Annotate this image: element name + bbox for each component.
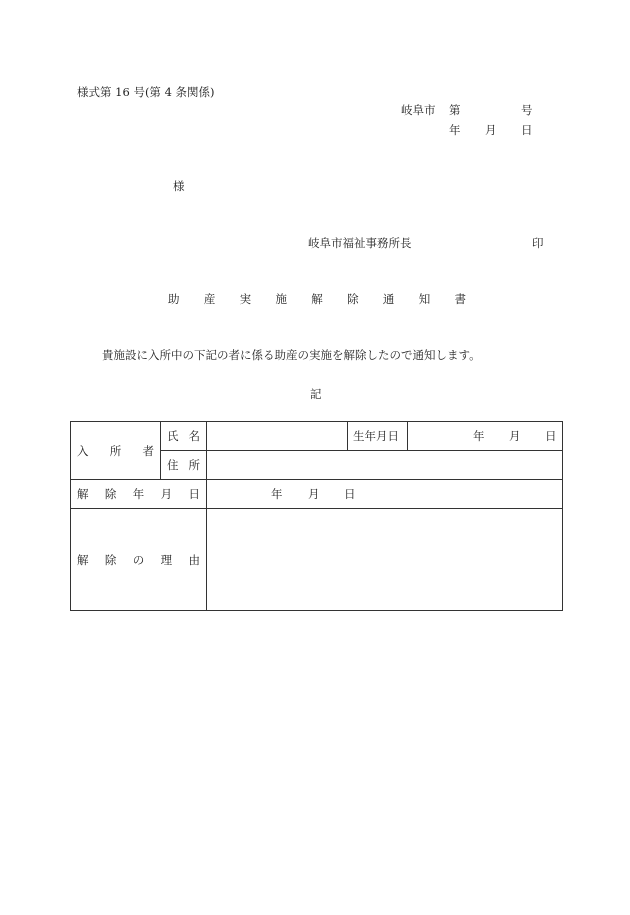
document-title xyxy=(168,292,466,306)
address-label-cell xyxy=(161,451,207,480)
reason-label-char: 理 xyxy=(160,552,173,567)
title-char: 助 xyxy=(168,292,180,306)
body-text: 貴施設に入所中の下記の者に係る助産の実施を解除したので通知します。 xyxy=(102,348,481,362)
cancel-date-label-char: 年 xyxy=(132,487,145,501)
cancel-date-label-char: 月 xyxy=(160,487,173,501)
resident-label-char: 所 xyxy=(109,443,122,458)
reason-label-char: の xyxy=(132,552,145,567)
address-field[interactable] xyxy=(207,451,563,480)
seal-mark: 印 xyxy=(532,236,544,250)
address-label-char: 所 xyxy=(188,458,200,472)
birthdate-month: 月 xyxy=(509,429,521,443)
cancel-date-day: 日 xyxy=(344,487,356,501)
form-table xyxy=(70,421,563,611)
name-field[interactable] xyxy=(207,422,348,451)
recipient-honorific: 様 xyxy=(173,179,185,193)
title-char: 通 xyxy=(382,292,395,306)
issuer-city: 岐阜市 xyxy=(401,103,436,117)
cancel-date-field[interactable] xyxy=(207,480,563,509)
resident-label-char: 入 xyxy=(77,443,89,458)
resident-label-char: 者 xyxy=(142,443,154,458)
name-label-char: 名 xyxy=(188,429,200,443)
issue-number-prefix: 第 xyxy=(449,103,461,117)
birthdate-label: 生年月日 xyxy=(353,429,399,443)
cancel-date-label-cell xyxy=(71,480,207,509)
title-char: 知 xyxy=(418,292,431,306)
reason-field[interactable] xyxy=(207,509,563,611)
title-char: 除 xyxy=(347,292,359,306)
issue-date-day: 日 xyxy=(521,123,533,137)
cancel-date-label-char: 除 xyxy=(104,487,117,501)
issue-number-suffix: 号 xyxy=(521,103,533,117)
reason-label-char: 由 xyxy=(188,552,200,567)
cancel-date-label-char: 日 xyxy=(188,487,200,501)
title-char: 解 xyxy=(311,292,323,306)
sender-name: 岐阜市福祉事務所長 xyxy=(308,236,412,250)
title-char: 書 xyxy=(454,292,466,306)
birthdate-year: 年 xyxy=(473,429,485,443)
address-label-char: 住 xyxy=(167,458,179,472)
cancel-date-label-char: 解 xyxy=(77,487,89,501)
title-char: 実 xyxy=(239,292,252,306)
title-char: 産 xyxy=(203,292,216,306)
resident-label-cell xyxy=(71,422,161,480)
cancel-date-year: 年 xyxy=(271,487,283,501)
form-number: 様式第 16 号(第 4 条関係) xyxy=(77,85,215,99)
ki-heading: 記 xyxy=(310,387,322,401)
name-label-cell xyxy=(161,422,207,451)
name-label-char: 氏 xyxy=(167,429,179,443)
birthdate-day: 日 xyxy=(545,429,557,443)
reason-label-cell xyxy=(71,509,207,611)
issue-date-month: 月 xyxy=(485,123,497,137)
reason-label-char: 解 xyxy=(77,552,89,567)
issue-date-year: 年 xyxy=(449,123,461,137)
birthdate-label-cell xyxy=(348,422,408,451)
cancel-date-month: 月 xyxy=(308,487,320,501)
title-char: 施 xyxy=(275,292,287,306)
reason-label-char: 除 xyxy=(104,552,117,567)
birthdate-field[interactable] xyxy=(408,422,563,451)
